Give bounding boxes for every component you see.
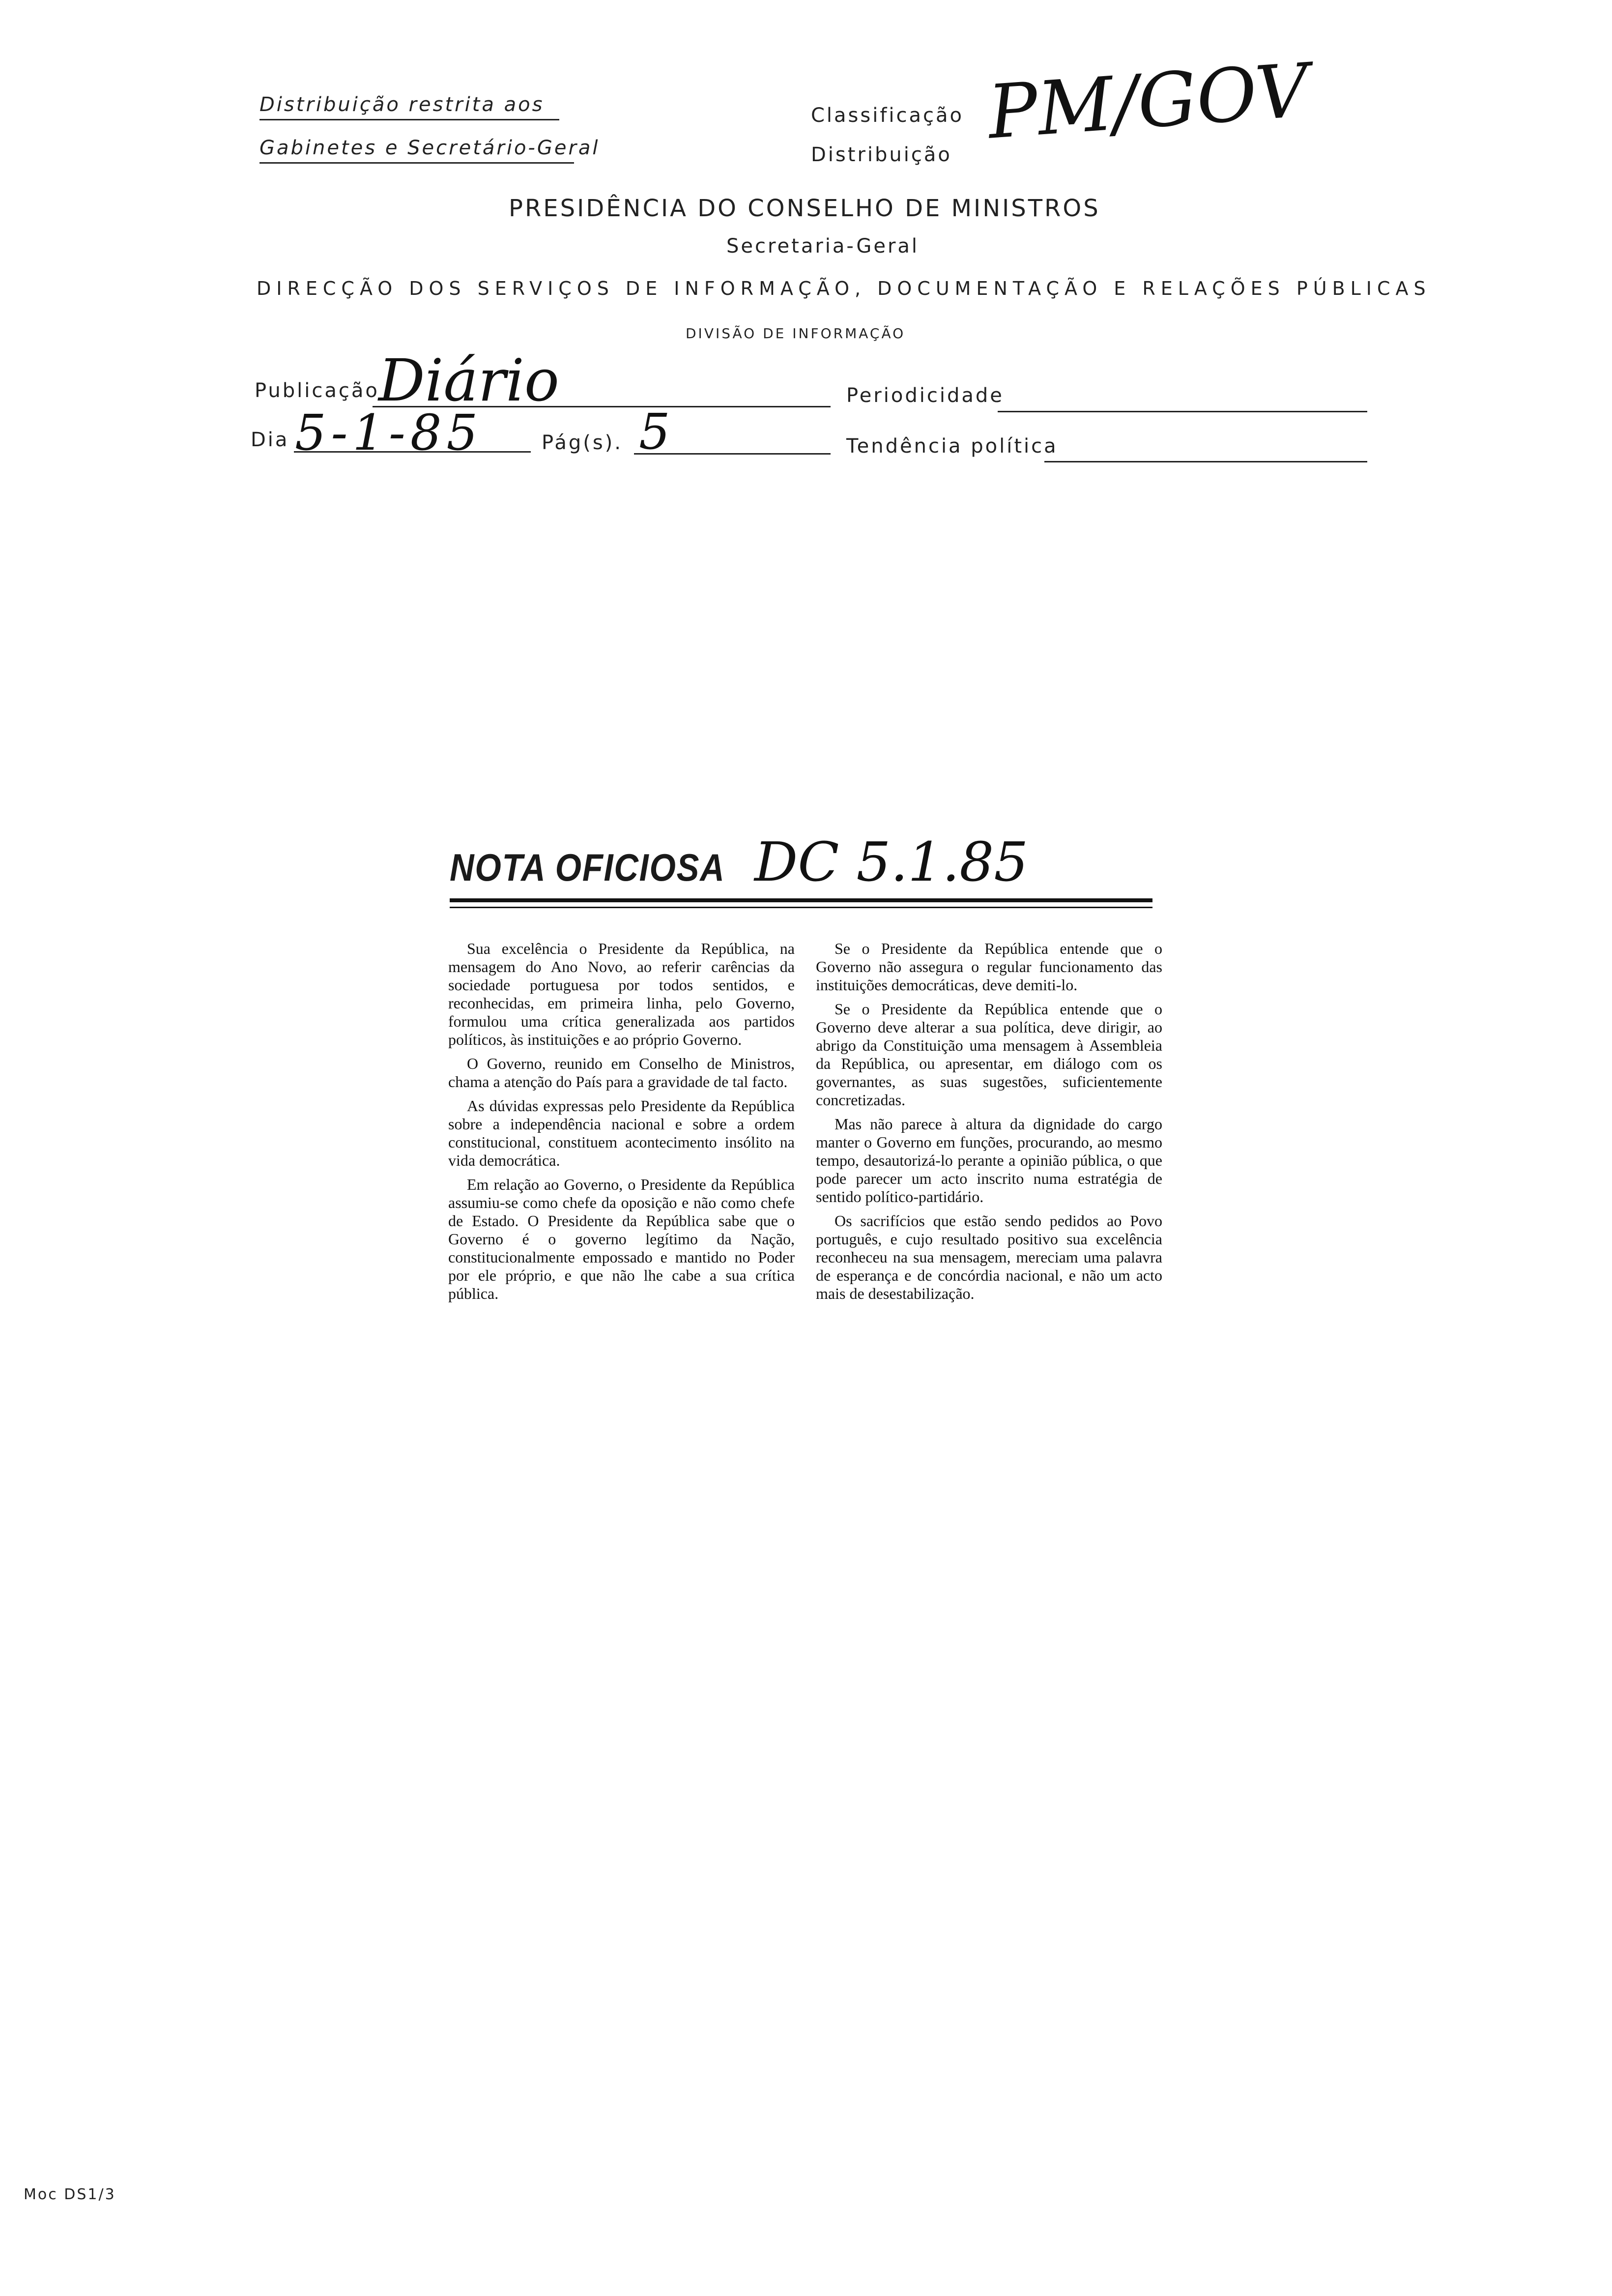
dia-label: Dia — [251, 429, 289, 451]
clipping-rule-thin — [450, 907, 1152, 908]
clipping-rule-thick — [450, 898, 1152, 902]
col1-paragraph-1: Sua excelência o Presidente da República, na mensagem do Ano Novo, ao referir carências da sociedade portuguesa por todos sentidos, e reconhecidas, em primeira linha, pelo Governo, formulou uma crítica generalizada aos partidos políticos, às instituições e ao próprio Governo. — [448, 940, 795, 1048]
institution-title: PRESIDÊNCIA DO CONSELHO DE MINISTROS — [509, 195, 1100, 222]
form-code: Moc DS1/3 — [24, 2186, 116, 2203]
col2-paragraph-2: Se o Presidente da República entende que o Governo deve alterar a sua política, deve dirigir, ao abrigo da Constituição uma mensagem à Assembleia da República, ou apresentar, em diálogo com os governantes, as suas sugestões, suficientemente concretizadas. — [816, 1000, 1162, 1109]
publicacao-label: Publicação — [255, 379, 379, 402]
pags-label: Pág(s). — [542, 431, 623, 454]
direccao-heading: DIRECÇÃO DOS SERVIÇOS DE INFORMAÇÃO, DOCUMENTAÇÃO E RELAÇÕES PÚBLICAS — [257, 278, 1431, 299]
divisao-heading: DIVISÃO DE INFORMAÇÃO — [686, 325, 906, 342]
col2-paragraph-4: Os sacrifícios que estão sendo pedidos ao Povo português, e cujo resultado positivo sua excelência reconheceu na sua mensagem, mereciam uma palavra de esperança e de concórdia nacional, e não um acto mais de desestabilização. — [816, 1212, 1162, 1302]
clipping-column-2 — [816, 940, 1162, 1309]
clipping-handwritten-date: DC 5.1.85 — [754, 831, 1029, 893]
tendencia-field-line — [1044, 461, 1367, 462]
col1-paragraph-4: Em relação ao Governo, o Presidente da República assumiu-se como chefe da oposição e não como chefe de Estado. O Presidente da República sabe que o Governo é o governo legítimo da Nação, constitucionalmente empossado e mantido no Poder por ele próprio, e que não lhe cabe a sua crítica pública. — [448, 1176, 795, 1302]
col2-paragraph-1: Se o Presidente da República entende que o Governo não assegura o regular funcionamento das instituições democráticas, deve demiti-lo. — [816, 940, 1162, 994]
publicacao-value: Diário — [378, 346, 559, 414]
dia-value: 5-1-85 — [295, 404, 483, 461]
periodicidade-label: Periodicidade — [846, 384, 1004, 407]
distribuicao-label: Distribuição — [811, 144, 952, 166]
restriction-line-1: Distribuição restrita aos — [259, 93, 559, 120]
clipping-title: NOTA OFICIOSA — [450, 846, 725, 889]
classificacao-label: Classificação — [811, 104, 964, 127]
col2-paragraph-3: Mas não parece à altura da dignidade do cargo manter o Governo em funções, procurando, ao mesmo tempo, desautorizá-lo perante a opinião pública, o que pode parecer um acto inscrito numa estratégia de sentido político-partidário. — [816, 1115, 1162, 1205]
col1-paragraph-3: As dúvidas expressas pelo Presidente da República sobre a independência nacional e sobre a ordem constitucional, constituem acontecimento insólito na vida democrática. — [448, 1097, 795, 1169]
handwritten-initials: PM/GOV — [985, 48, 1312, 156]
tendencia-label: Tendência política — [846, 435, 1058, 458]
pags-value: 5 — [639, 403, 670, 460]
periodicidade-field-line — [998, 411, 1367, 412]
restriction-line-2: Gabinetes e Secretário-Geral — [259, 137, 574, 164]
secretaria-subtitle: Secretaria-Geral — [726, 235, 920, 258]
col1-paragraph-2: O Governo, reunido em Conselho de Ministros, chama a atenção do País para a gravidade de tal facto. — [448, 1055, 795, 1091]
clipping-column-1 — [448, 940, 795, 1309]
